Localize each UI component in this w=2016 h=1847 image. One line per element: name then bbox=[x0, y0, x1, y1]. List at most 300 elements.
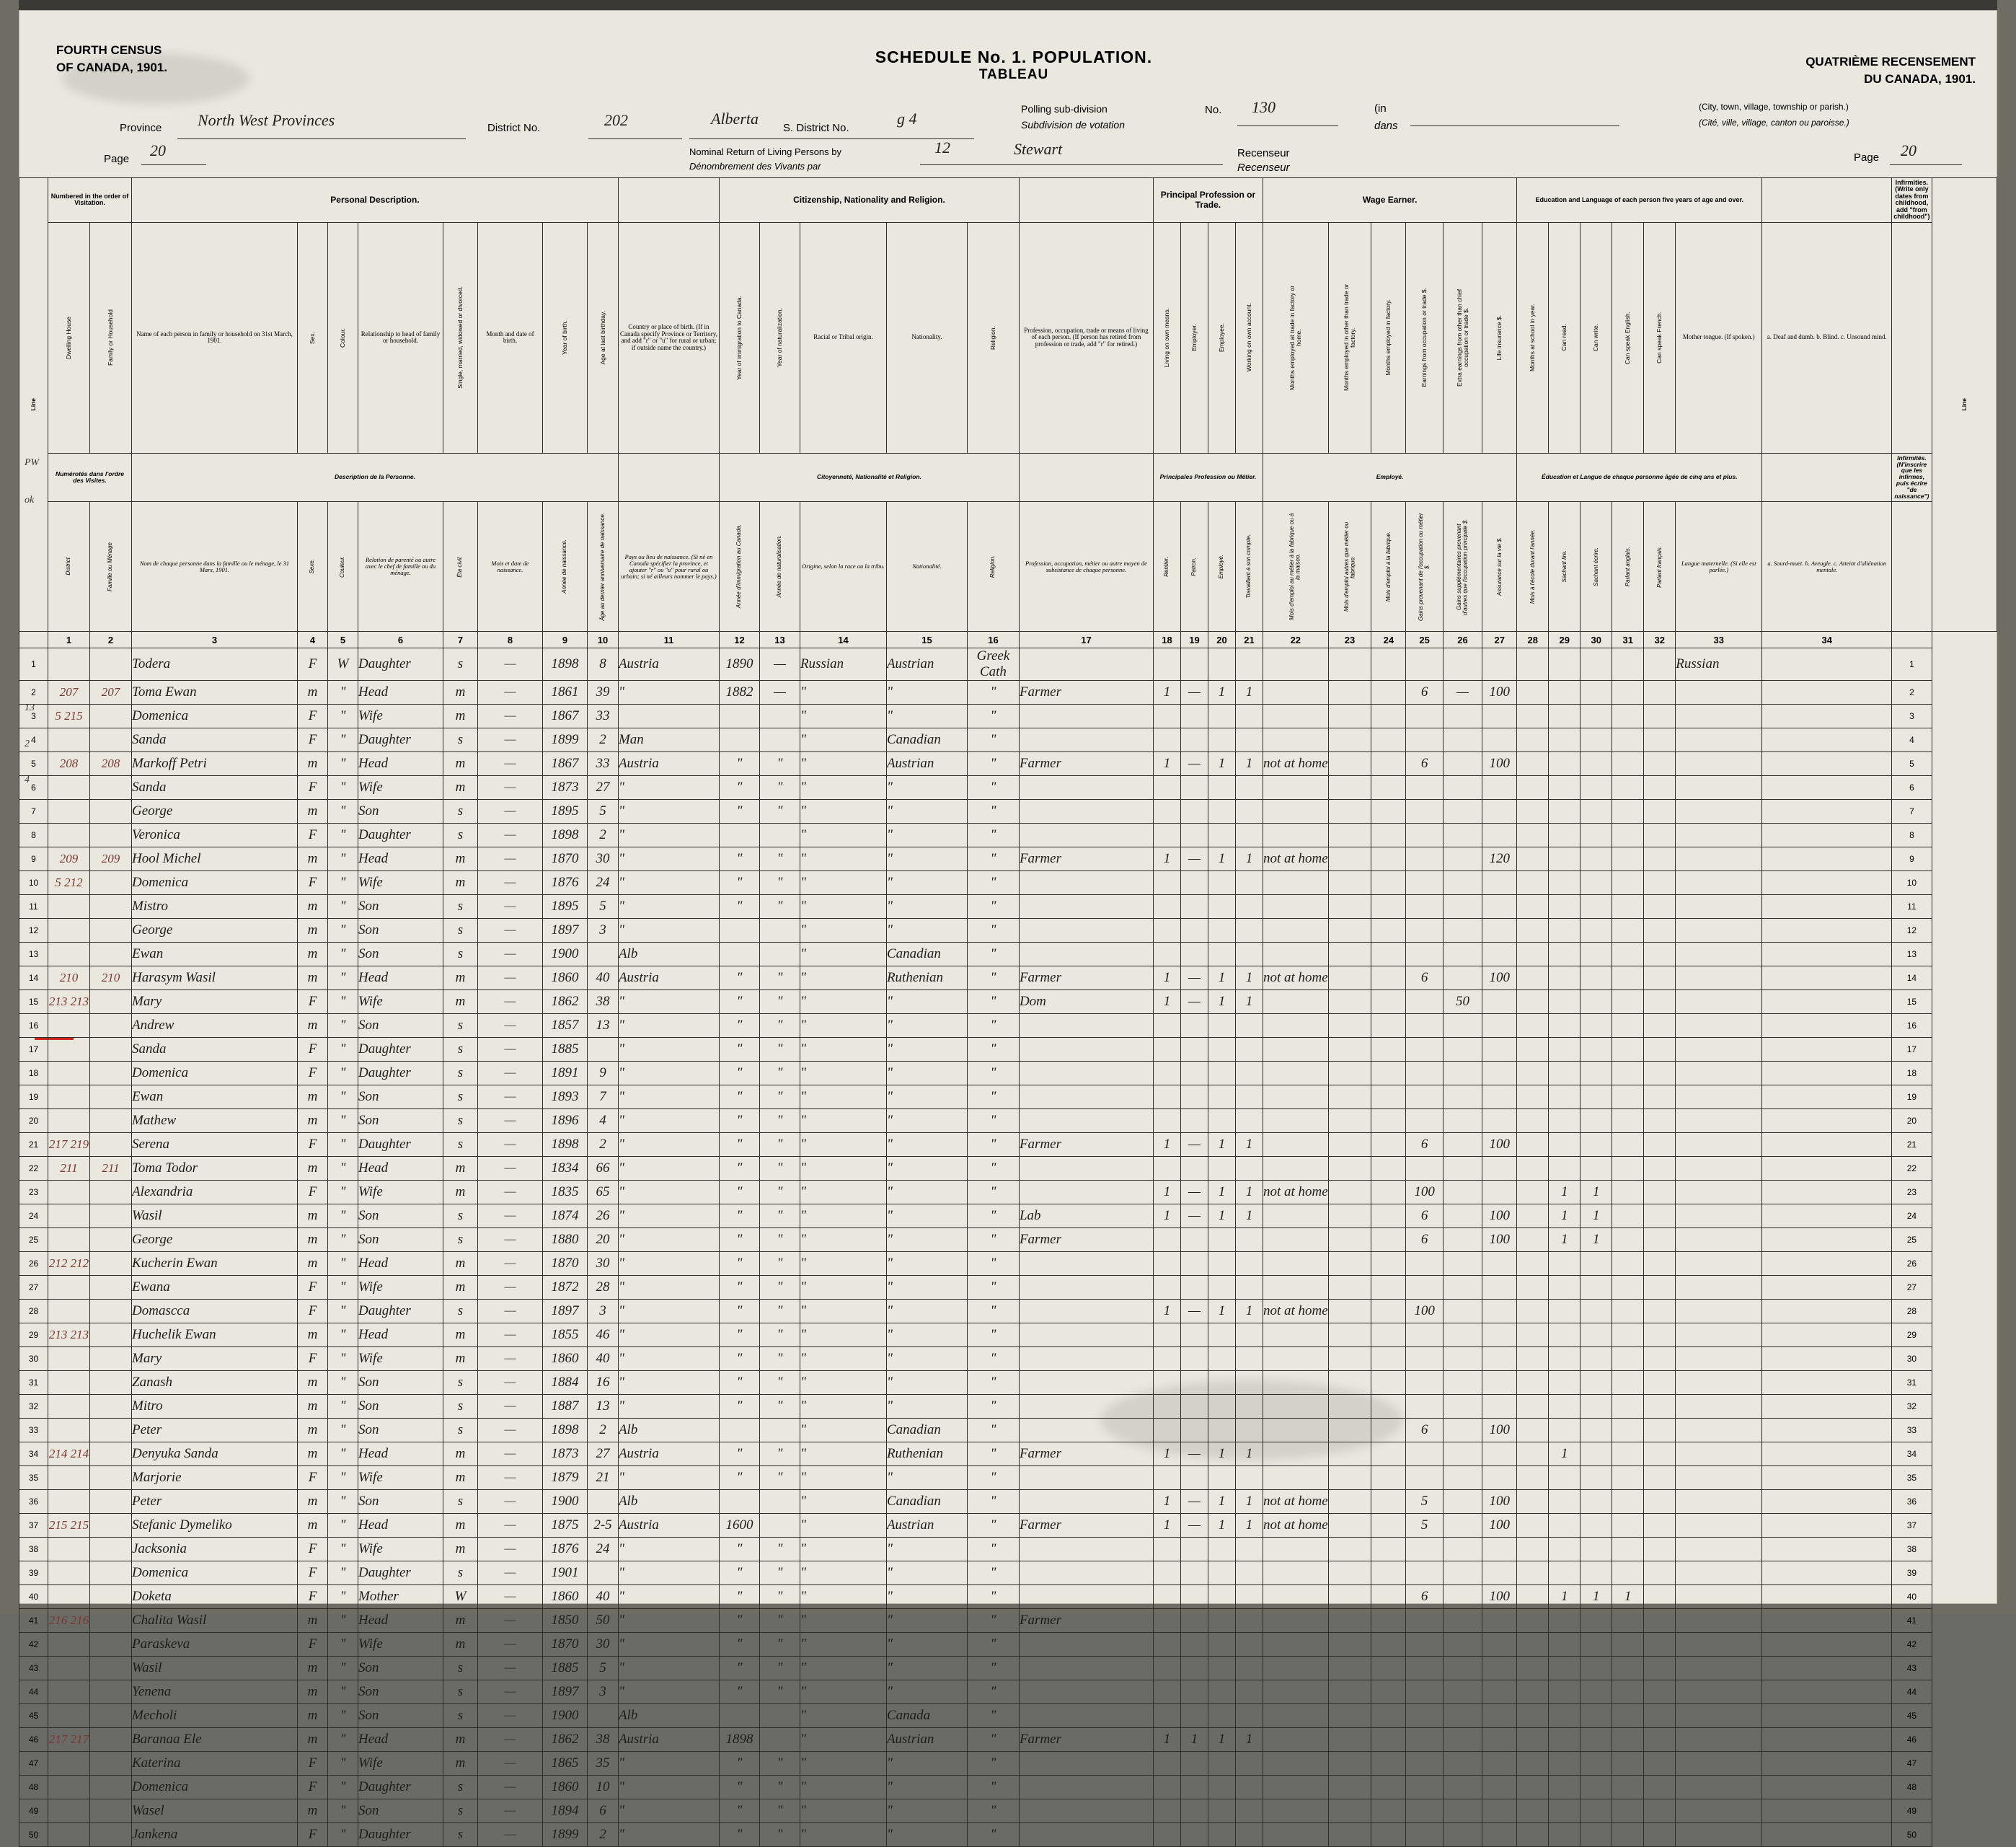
row-line-number-right: 35 bbox=[1892, 1466, 1932, 1490]
cell-fr bbox=[1644, 1657, 1676, 1680]
cell-fr bbox=[1644, 1300, 1676, 1323]
cell-age: 24 bbox=[588, 871, 619, 895]
table-row bbox=[19, 1181, 1997, 1204]
cell-nationality: " bbox=[886, 1633, 967, 1657]
col-33-header-fr: Langue maternelle. (Si elle est parlée.) bbox=[1676, 502, 1762, 632]
cell-ms: m bbox=[443, 1276, 478, 1300]
cell-yob: 1893 bbox=[543, 1085, 588, 1109]
cell-family bbox=[90, 1323, 132, 1347]
table-row bbox=[19, 1133, 1997, 1157]
cell-m3 bbox=[1371, 776, 1406, 800]
cell-nationality: " bbox=[886, 705, 967, 728]
colnum-1: 1 bbox=[48, 632, 90, 648]
cell-religion: " bbox=[967, 1300, 1019, 1323]
cell-nat: " bbox=[759, 1300, 800, 1323]
row-line-number-left: 36 bbox=[19, 1490, 48, 1514]
cell-eng bbox=[1612, 847, 1644, 871]
cell-age: 40 bbox=[588, 966, 619, 990]
cell-ms: s bbox=[443, 1776, 478, 1799]
cell-ownacct bbox=[1235, 1371, 1263, 1395]
cell-ins bbox=[1482, 1799, 1517, 1823]
cell-imm: " bbox=[719, 1038, 759, 1062]
cell-birthplace: Austria bbox=[618, 1442, 719, 1466]
cell-read: 1 bbox=[1549, 1228, 1580, 1252]
cell-empr: — bbox=[1180, 1204, 1208, 1228]
cell-school bbox=[1517, 800, 1549, 824]
cell-school bbox=[1517, 943, 1549, 966]
cell-rel: Wife bbox=[358, 871, 443, 895]
cell-yob: 1879 bbox=[543, 1466, 588, 1490]
cell-write bbox=[1580, 990, 1612, 1014]
cell-imm: " bbox=[719, 847, 759, 871]
col-14-header: Racial or Tribal origin. bbox=[800, 222, 886, 453]
cell-ins: 100 bbox=[1482, 1585, 1517, 1609]
cell-nat: " bbox=[759, 1442, 800, 1466]
cell-occupation bbox=[1019, 1109, 1153, 1133]
cell-birthplace: Alb bbox=[618, 1490, 719, 1514]
group-spacer-d bbox=[1019, 453, 1153, 501]
cell-infirmities bbox=[1762, 1466, 1892, 1490]
cell-empr bbox=[1180, 1561, 1208, 1585]
cell-rel: Head bbox=[358, 681, 443, 705]
cell-m3 bbox=[1371, 990, 1406, 1014]
cell-nationality: " bbox=[886, 824, 967, 847]
cell-dwelling bbox=[48, 1038, 90, 1062]
cell-empe: 1 bbox=[1208, 1133, 1235, 1157]
cell-imm: " bbox=[719, 1633, 759, 1657]
cell-origin: " bbox=[800, 1442, 886, 1466]
cell-name: Chalita Wasil bbox=[132, 1609, 298, 1633]
cell-m3 bbox=[1371, 1704, 1406, 1728]
cell-family bbox=[90, 1371, 132, 1395]
cell-family bbox=[90, 1300, 132, 1323]
cell-nationality: " bbox=[886, 895, 967, 919]
col-22-header-fr: Mois d'emploi au métier à la fabrique ou à la maison. bbox=[1263, 502, 1328, 632]
cell-religion: " bbox=[967, 1085, 1019, 1109]
cell-tongue bbox=[1676, 824, 1762, 847]
cell-read bbox=[1549, 847, 1580, 871]
col-3-header: Name of each person in family or household on 31st March, 1901. bbox=[132, 222, 298, 453]
cell-origin: " bbox=[800, 943, 886, 966]
cell-empr: — bbox=[1180, 1181, 1208, 1204]
cell-religion: " bbox=[967, 1395, 1019, 1419]
cell-eng bbox=[1612, 1680, 1644, 1704]
row-line-number-left: 40 bbox=[19, 1585, 48, 1609]
cell-family bbox=[90, 1347, 132, 1371]
cell-empr: — bbox=[1180, 847, 1208, 871]
col-14-header-fr: Origine, selon la race ou la tribu. bbox=[800, 502, 886, 632]
cell-eng bbox=[1612, 1276, 1644, 1300]
cell-age: 2 bbox=[588, 1419, 619, 1442]
cell-colour: " bbox=[328, 1157, 358, 1181]
table-row bbox=[19, 800, 1997, 824]
cell-sex: m bbox=[298, 1157, 328, 1181]
cell-fr bbox=[1644, 824, 1676, 847]
cell-infirmities bbox=[1762, 1728, 1892, 1752]
cell-ins bbox=[1482, 1442, 1517, 1466]
cell-imm: " bbox=[719, 1538, 759, 1561]
cell-fr bbox=[1644, 1633, 1676, 1657]
cell-tongue bbox=[1676, 728, 1762, 752]
cell-ownacct bbox=[1235, 1585, 1263, 1609]
cell-m3 bbox=[1371, 1252, 1406, 1276]
cell-infirmities bbox=[1762, 1585, 1892, 1609]
row-line-number-left: 31 bbox=[19, 1371, 48, 1395]
cell-infirmities bbox=[1762, 1300, 1892, 1323]
cell-school bbox=[1517, 1514, 1549, 1538]
cell-nationality: " bbox=[886, 800, 967, 824]
cell-nat bbox=[759, 1704, 800, 1728]
row-line-number-left: 49 bbox=[19, 1799, 48, 1823]
cell-dwelling bbox=[48, 1657, 90, 1680]
cell-yob: 1862 bbox=[543, 990, 588, 1014]
col-28-header-fr: Mois à l'école durant l'année. bbox=[1517, 502, 1549, 632]
cell-family bbox=[90, 1085, 132, 1109]
table-row bbox=[19, 1276, 1997, 1300]
col-20-header: Employee. bbox=[1208, 222, 1235, 453]
cell-empe bbox=[1208, 1799, 1235, 1823]
col-25-header: Earnings from occupation or trade $. bbox=[1406, 222, 1443, 453]
col-8-header: Month and date of birth. bbox=[478, 222, 543, 453]
cell-colour: " bbox=[328, 966, 358, 990]
cell-name: Serena bbox=[132, 1133, 298, 1157]
row-line-number-right: 50 bbox=[1892, 1823, 1932, 1847]
cell-tongue bbox=[1676, 1133, 1762, 1157]
table-row bbox=[19, 1490, 1997, 1514]
cell-ins bbox=[1482, 1704, 1517, 1728]
cell-occupation bbox=[1019, 1085, 1153, 1109]
colnum-3: 3 bbox=[132, 632, 298, 648]
cell-empe bbox=[1208, 1776, 1235, 1799]
cell-family bbox=[90, 919, 132, 943]
cell-dwelling bbox=[48, 1823, 90, 1847]
cell-birthplace: " bbox=[618, 800, 719, 824]
col-25-header-fr: Gains provenant de l'occupation ou métier $. bbox=[1406, 502, 1443, 632]
cell-fr bbox=[1644, 847, 1676, 871]
cell-infirmities bbox=[1762, 1085, 1892, 1109]
cell-imm: 1890 bbox=[719, 648, 759, 681]
cell-nationality: " bbox=[886, 1657, 967, 1680]
cell-age: 50 bbox=[588, 1609, 619, 1633]
row-line-number-left: 5 bbox=[19, 752, 48, 776]
cell-school bbox=[1517, 752, 1549, 776]
cell-birthplace: Austria bbox=[618, 752, 719, 776]
cell-imm: 1600 bbox=[719, 1514, 759, 1538]
cell-empr bbox=[1180, 1109, 1208, 1133]
cell-colour: " bbox=[328, 1799, 358, 1823]
cell-mdate: — bbox=[478, 705, 543, 728]
table-row bbox=[19, 681, 1997, 705]
cell-school bbox=[1517, 1728, 1549, 1752]
colnum-25: 25 bbox=[1406, 632, 1443, 648]
cell-religion: " bbox=[967, 1014, 1019, 1038]
cell-earn bbox=[1406, 1276, 1443, 1300]
row-line-number-left: 11 bbox=[19, 895, 48, 919]
cell-eng bbox=[1612, 1300, 1644, 1323]
cell-ownacct bbox=[1235, 800, 1263, 824]
cell-name: George bbox=[132, 919, 298, 943]
cell-age: 8 bbox=[588, 648, 619, 681]
cell-nat: " bbox=[759, 1609, 800, 1633]
cell-nat: " bbox=[759, 752, 800, 776]
cell-yob: 1870 bbox=[543, 1633, 588, 1657]
cell-nationality: " bbox=[886, 847, 967, 871]
cell-ownacct: 1 bbox=[1235, 681, 1263, 705]
cell-yob: 1855 bbox=[543, 1323, 588, 1347]
cell-nat: " bbox=[759, 847, 800, 871]
cell-birthplace: " bbox=[618, 1038, 719, 1062]
cell-infirmities bbox=[1762, 943, 1892, 966]
cell-yob: 1898 bbox=[543, 824, 588, 847]
cell-infirmities bbox=[1762, 1371, 1892, 1395]
group-spacer-a bbox=[618, 178, 719, 223]
cell-ms: s bbox=[443, 1657, 478, 1680]
cell-origin: " bbox=[800, 847, 886, 871]
cell-earn bbox=[1406, 1823, 1443, 1847]
cell-ownacct: 1 bbox=[1235, 1204, 1263, 1228]
cell-own bbox=[1153, 800, 1180, 824]
cell-rel: Son bbox=[358, 919, 443, 943]
cell-m2 bbox=[1328, 1561, 1371, 1585]
colnum-8: 8 bbox=[478, 632, 543, 648]
cell-extra bbox=[1443, 1466, 1482, 1490]
cell-extra bbox=[1443, 1561, 1482, 1585]
cell-ins bbox=[1482, 895, 1517, 919]
cell-sex: F bbox=[298, 1466, 328, 1490]
cell-write: 1 bbox=[1580, 1228, 1612, 1252]
cell-sex: F bbox=[298, 1823, 328, 1847]
col-17-header: Profession, occupation, trade or means of living of each person. (If person has retired from profession or trade, add "r" for retired.) bbox=[1019, 222, 1153, 453]
cell-yob: 1876 bbox=[543, 1538, 588, 1561]
cell-read bbox=[1549, 919, 1580, 943]
cell-birthplace: " bbox=[618, 990, 719, 1014]
cell-nat: " bbox=[759, 1062, 800, 1085]
cell-mdate: — bbox=[478, 1395, 543, 1419]
cell-sex: F bbox=[298, 1633, 328, 1657]
cell-ownacct bbox=[1235, 1752, 1263, 1776]
table-row bbox=[19, 1466, 1997, 1490]
table-body bbox=[19, 648, 1997, 1847]
cell-age: 40 bbox=[588, 1585, 619, 1609]
cell-own: 1 bbox=[1153, 966, 1180, 990]
cell-infirmities bbox=[1762, 705, 1892, 728]
cell-empe bbox=[1208, 1085, 1235, 1109]
cell-eng bbox=[1612, 1323, 1644, 1347]
cell-tongue bbox=[1676, 871, 1762, 895]
cell-ownacct bbox=[1235, 1109, 1263, 1133]
cell-origin: " bbox=[800, 1538, 886, 1561]
cell-occupation: Farmer bbox=[1019, 1442, 1153, 1466]
cell-ownacct: 1 bbox=[1235, 1514, 1263, 1538]
cell-name: Peter bbox=[132, 1419, 298, 1442]
cell-colour: " bbox=[328, 752, 358, 776]
cell-empr bbox=[1180, 1776, 1208, 1799]
cell-write bbox=[1580, 1680, 1612, 1704]
cell-own bbox=[1153, 1585, 1180, 1609]
cell-imm: " bbox=[719, 1776, 759, 1799]
cell-sex: m bbox=[298, 1514, 328, 1538]
cell-infirmities bbox=[1762, 1109, 1892, 1133]
cell-name: Mistro bbox=[132, 895, 298, 919]
cell-eng bbox=[1612, 752, 1644, 776]
cell-empe bbox=[1208, 1704, 1235, 1728]
cell-imm: " bbox=[719, 1204, 759, 1228]
cell-ms: s bbox=[443, 919, 478, 943]
cell-m1 bbox=[1263, 1585, 1328, 1609]
cell-read bbox=[1549, 800, 1580, 824]
cell-nat: " bbox=[759, 1538, 800, 1561]
row-line-number-right: 10 bbox=[1892, 871, 1932, 895]
cell-birthplace: " bbox=[618, 1585, 719, 1609]
cell-occupation bbox=[1019, 1823, 1153, 1847]
table-row bbox=[19, 705, 1997, 728]
cell-dwelling bbox=[48, 1395, 90, 1419]
cell-birthplace: " bbox=[618, 1799, 719, 1823]
cell-tongue bbox=[1676, 1538, 1762, 1561]
cell-age: 13 bbox=[588, 1014, 619, 1038]
cell-colour: " bbox=[328, 871, 358, 895]
cell-family bbox=[90, 1633, 132, 1657]
cell-eng bbox=[1612, 1633, 1644, 1657]
row-line-number-right: 24 bbox=[1892, 1204, 1932, 1228]
col-27-header: Life insurance $. bbox=[1482, 222, 1517, 453]
cell-ms: s bbox=[443, 648, 478, 681]
cell-religion: " bbox=[967, 728, 1019, 752]
cell-religion: " bbox=[967, 895, 1019, 919]
cell-colour: " bbox=[328, 1704, 358, 1728]
cell-ins bbox=[1482, 1181, 1517, 1204]
cell-age: 26 bbox=[588, 1204, 619, 1228]
cell-religion: " bbox=[967, 1823, 1019, 1847]
cell-eng bbox=[1612, 1419, 1644, 1442]
cell-ownacct bbox=[1235, 1085, 1263, 1109]
cell-nat bbox=[759, 919, 800, 943]
cell-read bbox=[1549, 1609, 1580, 1633]
cell-origin: " bbox=[800, 752, 886, 776]
cell-empe bbox=[1208, 1561, 1235, 1585]
cell-religion: " bbox=[967, 990, 1019, 1014]
cell-extra bbox=[1443, 847, 1482, 871]
cell-nationality: " bbox=[886, 1776, 967, 1799]
cell-yob: 1860 bbox=[543, 1776, 588, 1799]
cell-family bbox=[90, 1752, 132, 1776]
group-personal-en: Personal Description. bbox=[132, 178, 619, 223]
cell-sex: m bbox=[298, 1442, 328, 1466]
cell-rel: Son bbox=[358, 943, 443, 966]
row-line-number-right: 36 bbox=[1892, 1490, 1932, 1514]
col-27-header-fr: Assurance sur la vie $. bbox=[1482, 502, 1517, 632]
cell-nat: — bbox=[759, 681, 800, 705]
cell-ins bbox=[1482, 990, 1517, 1014]
cell-colour: " bbox=[328, 1561, 358, 1585]
cell-eng bbox=[1612, 824, 1644, 847]
row-line-number-right: 2 bbox=[1892, 681, 1932, 705]
cell-fr bbox=[1644, 1395, 1676, 1419]
cell-family bbox=[90, 943, 132, 966]
col-4-header-fr: Sexe. bbox=[298, 502, 328, 632]
cell-occupation: Farmer bbox=[1019, 966, 1153, 990]
cell-infirmities bbox=[1762, 1347, 1892, 1371]
cell-infirmities bbox=[1762, 800, 1892, 824]
cell-m1 bbox=[1263, 990, 1328, 1014]
cell-m3 bbox=[1371, 1728, 1406, 1752]
cell-tongue bbox=[1676, 1014, 1762, 1038]
cell-imm: 1882 bbox=[719, 681, 759, 705]
cell-family bbox=[90, 824, 132, 847]
cell-imm: " bbox=[719, 895, 759, 919]
cell-ins bbox=[1482, 800, 1517, 824]
cell-earn: 6 bbox=[1406, 1228, 1443, 1252]
cell-school bbox=[1517, 1133, 1549, 1157]
cell-nationality: " bbox=[886, 1466, 967, 1490]
cell-dwelling: 211 bbox=[48, 1157, 90, 1181]
cell-ms: m bbox=[443, 1347, 478, 1371]
cell-dwelling bbox=[48, 648, 90, 681]
row-line-number-left: 38 bbox=[19, 1538, 48, 1561]
cell-rel: Daughter bbox=[358, 728, 443, 752]
enumerator-name-value: Stewart bbox=[1014, 140, 1063, 158]
cell-write bbox=[1580, 1062, 1612, 1085]
denombrement-label: Dénombrement des Vivants par bbox=[689, 161, 821, 172]
cell-own bbox=[1153, 1657, 1180, 1680]
cell-empe bbox=[1208, 1609, 1235, 1633]
cell-religion: " bbox=[967, 1609, 1019, 1633]
cell-rel: Son bbox=[358, 1228, 443, 1252]
line-col-right-header: Line bbox=[1932, 178, 1997, 632]
cell-origin: " bbox=[800, 919, 886, 943]
cell-occupation bbox=[1019, 1776, 1153, 1799]
cell-m1 bbox=[1263, 895, 1328, 919]
cell-school bbox=[1517, 1776, 1549, 1799]
cell-yob: 1860 bbox=[543, 1585, 588, 1609]
cell-mdate: — bbox=[478, 824, 543, 847]
cell-own bbox=[1153, 1466, 1180, 1490]
cell-occupation bbox=[1019, 776, 1153, 800]
cell-m1 bbox=[1263, 1823, 1328, 1847]
cell-empr bbox=[1180, 1538, 1208, 1561]
cell-dwelling bbox=[48, 824, 90, 847]
cell-empe bbox=[1208, 1585, 1235, 1609]
cell-family bbox=[90, 1038, 132, 1062]
cell-eng bbox=[1612, 1085, 1644, 1109]
row-line-number-left: 32 bbox=[19, 1395, 48, 1419]
cell-ins bbox=[1482, 1014, 1517, 1038]
cell-tongue bbox=[1676, 990, 1762, 1014]
cell-ins bbox=[1482, 705, 1517, 728]
cell-read: 1 bbox=[1549, 1442, 1580, 1466]
cell-school bbox=[1517, 1014, 1549, 1038]
cell-tongue bbox=[1676, 1204, 1762, 1228]
col-1-header-fr: District bbox=[48, 502, 90, 632]
cell-write bbox=[1580, 1799, 1612, 1823]
row-line-number-right: 25 bbox=[1892, 1228, 1932, 1252]
cell-birthplace: " bbox=[618, 847, 719, 871]
cell-colour: " bbox=[328, 776, 358, 800]
cell-eng bbox=[1612, 1062, 1644, 1085]
cell-occupation bbox=[1019, 1323, 1153, 1347]
cell-family bbox=[90, 1276, 132, 1300]
cell-origin: " bbox=[800, 1038, 886, 1062]
cell-religion: " bbox=[967, 1276, 1019, 1300]
cell-empr bbox=[1180, 895, 1208, 919]
cell-birthplace: " bbox=[618, 1395, 719, 1419]
cell-tongue bbox=[1676, 1347, 1762, 1371]
cell-earn: 6 bbox=[1406, 752, 1443, 776]
cell-infirmities bbox=[1762, 895, 1892, 919]
cell-m2 bbox=[1328, 1657, 1371, 1680]
cell-m1 bbox=[1263, 648, 1328, 681]
cell-school bbox=[1517, 1752, 1549, 1776]
